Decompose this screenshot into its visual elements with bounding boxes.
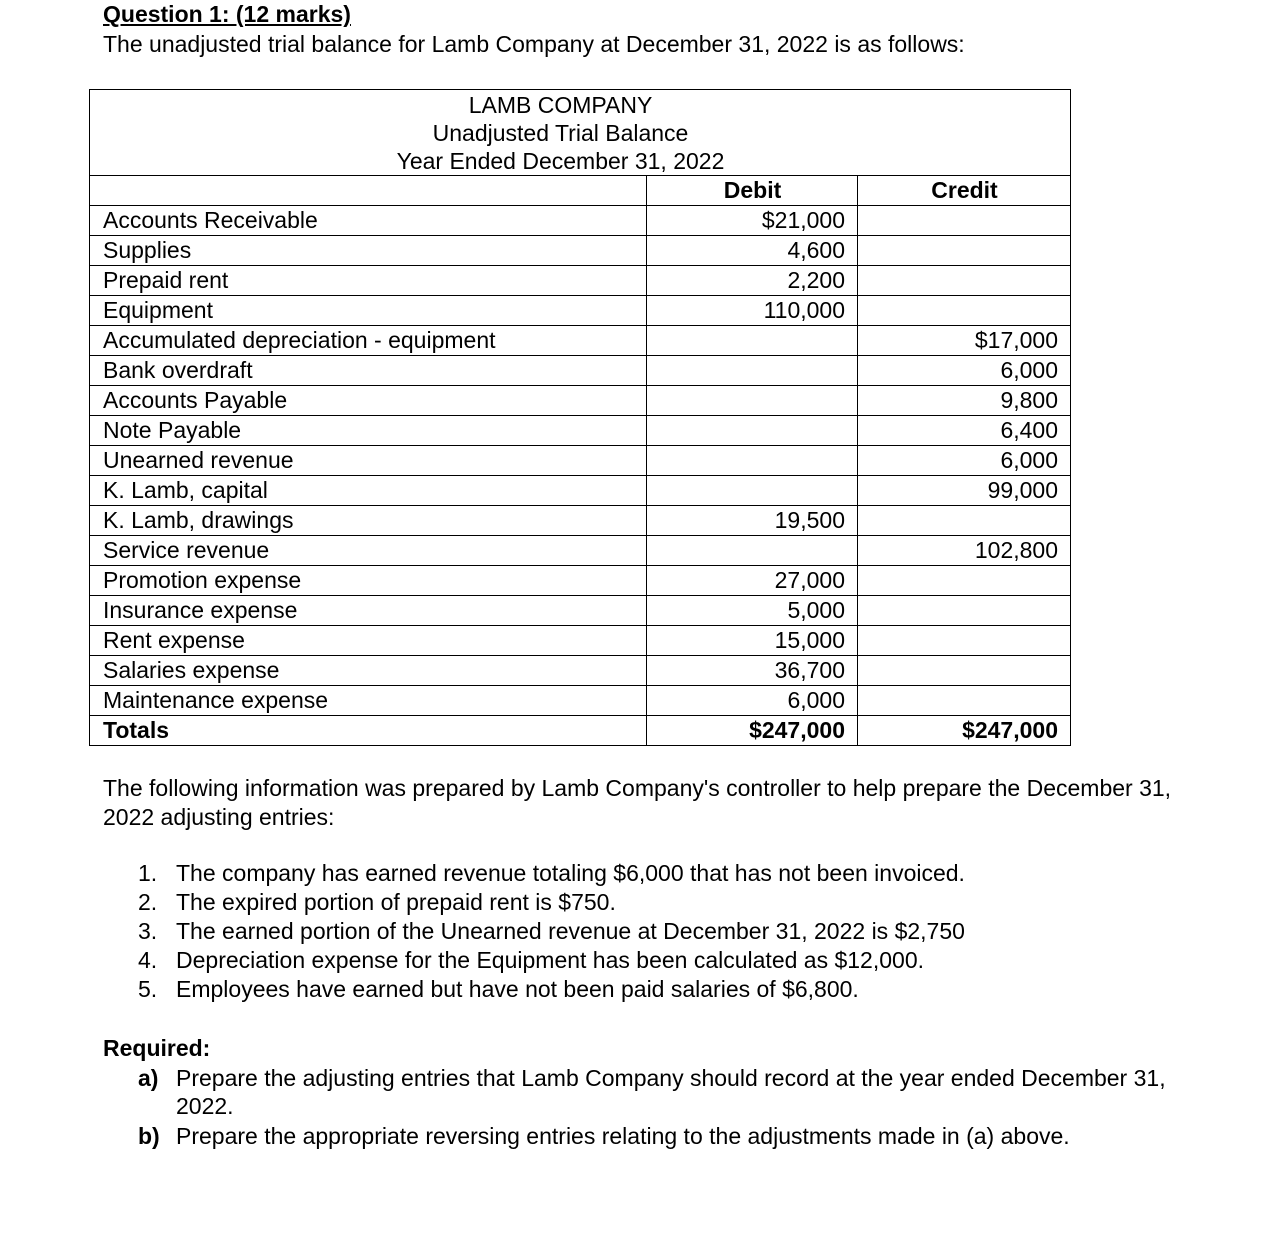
table-row	[90, 296, 1071, 326]
credit-cell: 102,800	[858, 536, 1071, 566]
credit-cell	[858, 506, 1071, 536]
debit-cell	[647, 326, 858, 356]
statement-period: Year Ended December 31, 2022	[396, 147, 725, 174]
list-item	[138, 946, 965, 975]
company-name: LAMB COMPANY	[468, 91, 653, 118]
list-item	[138, 859, 965, 888]
total-debit: $247,000	[647, 716, 858, 746]
table-row	[90, 446, 1071, 476]
information-intro: The following information was prepared by Lamb Company's controller to help prepare the December 31, 2022 adjusting entries:	[103, 775, 1172, 830]
credit-cell	[858, 626, 1071, 656]
debit-cell: 19,500	[647, 506, 858, 536]
credit-cell	[858, 296, 1071, 326]
adjustment-info-list	[138, 859, 965, 1004]
credit-cell: 99,000	[858, 476, 1071, 506]
debit-column-header: Debit	[647, 176, 858, 206]
list-item-number: 5.	[138, 976, 158, 1002]
account-cell: Promotion expense	[90, 566, 647, 596]
credit-cell: $17,000	[858, 326, 1071, 356]
list-item	[138, 975, 965, 1004]
account-cell: K. Lamb, drawings	[90, 506, 647, 536]
list-item-number: 1.	[138, 860, 158, 886]
credit-column-header: Credit	[858, 176, 1071, 206]
debit-cell: 4,600	[647, 236, 858, 266]
account-cell: Note Payable	[90, 416, 647, 446]
credit-cell	[858, 686, 1071, 716]
trial-balance-title-row	[90, 90, 1071, 176]
account-cell: K. Lamb, capital	[90, 476, 647, 506]
account-cell: Accumulated depreciation - equipment	[90, 326, 647, 356]
trial-balance-title	[90, 90, 1071, 176]
debit-cell: 36,700	[647, 656, 858, 686]
required-item-text: Prepare the appropriate reversing entries relating to the adjustments made in (a) above.	[176, 1123, 1070, 1149]
required-title: Required:	[103, 1035, 211, 1061]
account-cell: Unearned revenue	[90, 446, 647, 476]
debit-cell: 110,000	[647, 296, 858, 326]
list-item-number: 3.	[138, 918, 158, 944]
table-row	[90, 356, 1071, 386]
required-item	[138, 1064, 1178, 1120]
total-credit: $247,000	[858, 716, 1071, 746]
table-row	[90, 416, 1071, 446]
table-row	[90, 386, 1071, 416]
account-cell: Accounts Payable	[90, 386, 647, 416]
debit-cell	[647, 416, 858, 446]
credit-cell	[858, 266, 1071, 296]
table-row	[90, 266, 1071, 296]
debit-cell	[647, 476, 858, 506]
table-row	[90, 656, 1071, 686]
credit-cell	[858, 206, 1071, 236]
trial-balance-table	[89, 89, 1071, 746]
column-header-row	[90, 176, 1071, 206]
list-item-text: The expired portion of prepaid rent is $750.	[176, 889, 616, 915]
account-cell: Service revenue	[90, 536, 647, 566]
totals-label: Totals	[90, 716, 647, 746]
credit-cell	[858, 236, 1071, 266]
list-item-text: Depreciation expense for the Equipment has been calculated as $12,000.	[176, 947, 925, 973]
credit-cell: 9,800	[858, 386, 1071, 416]
credit-cell: 6,000	[858, 446, 1071, 476]
credit-cell: 6,400	[858, 416, 1071, 446]
debit-cell: $21,000	[647, 206, 858, 236]
required-item-text: Prepare the adjusting entries that Lamb Company should record at the year ended December 31, 2022.	[176, 1065, 1166, 1119]
table-row	[90, 326, 1071, 356]
account-cell: Insurance expense	[90, 596, 647, 626]
account-cell: Bank overdraft	[90, 356, 647, 386]
account-column-header	[90, 176, 647, 206]
required-item-label: a)	[138, 1065, 159, 1091]
required-item-label: b)	[138, 1123, 160, 1149]
debit-cell: 2,200	[647, 266, 858, 296]
statement-name: Unadjusted Trial Balance	[432, 119, 689, 146]
account-cell: Prepaid rent	[90, 266, 647, 296]
list-item-text: The company has earned revenue totaling $6,000 that has not been invoiced.	[176, 860, 965, 886]
table-row	[90, 476, 1071, 506]
debit-cell	[647, 356, 858, 386]
account-cell: Supplies	[90, 236, 647, 266]
question-intro: The unadjusted trial balance for Lamb Company at December 31, 2022 is as follows:	[103, 31, 965, 57]
debit-cell: 5,000	[647, 596, 858, 626]
account-cell: Salaries expense	[90, 656, 647, 686]
debit-cell: 15,000	[647, 626, 858, 656]
credit-cell	[858, 596, 1071, 626]
debit-cell	[647, 446, 858, 476]
table-row	[90, 686, 1071, 716]
table-row	[90, 506, 1071, 536]
list-item	[138, 917, 965, 946]
table-row	[90, 566, 1071, 596]
question-heading: Question 1: (12 marks)	[103, 1, 351, 27]
account-cell: Rent expense	[90, 626, 647, 656]
credit-cell	[858, 566, 1071, 596]
required-list	[138, 1064, 1178, 1152]
list-item-text: Employees have earned but have not been paid salaries of $6,800.	[176, 976, 859, 1002]
table-row	[90, 626, 1071, 656]
account-cell: Accounts Receivable	[90, 206, 647, 236]
debit-cell	[647, 386, 858, 416]
debit-cell: 6,000	[647, 686, 858, 716]
table-row	[90, 596, 1071, 626]
debit-cell	[647, 536, 858, 566]
totals-row	[90, 716, 1071, 746]
table-row	[90, 236, 1071, 266]
credit-cell	[858, 656, 1071, 686]
debit-cell: 27,000	[647, 566, 858, 596]
table-row	[90, 536, 1071, 566]
credit-cell: 6,000	[858, 356, 1071, 386]
list-item	[138, 888, 965, 917]
required-item	[138, 1122, 1178, 1150]
account-cell: Equipment	[90, 296, 647, 326]
account-cell: Maintenance expense	[90, 686, 647, 716]
table-row	[90, 206, 1071, 236]
list-item-number: 2.	[138, 889, 158, 915]
list-item-text: The earned portion of the Unearned revenue at December 31, 2022 is $2,750	[176, 918, 965, 944]
list-item-number: 4.	[138, 947, 158, 973]
